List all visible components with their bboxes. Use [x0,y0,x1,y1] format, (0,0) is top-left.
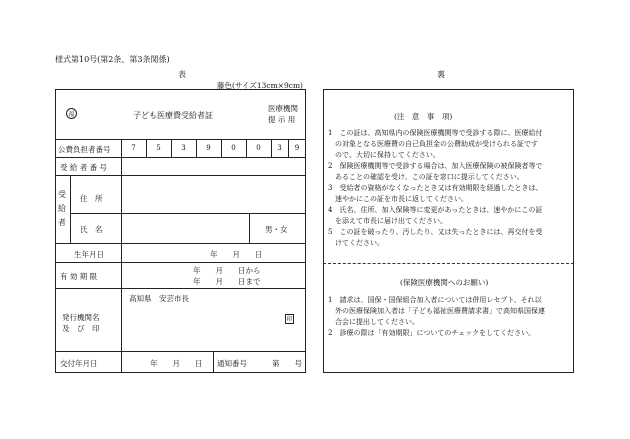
institution-label-2: 提 示 用 [268,115,296,124]
note-line: 1 この証は、高知県内の保険医療機関等で受診する際に、医療給付 [328,129,543,137]
request-line: 外の医療保険加入者は「子ども福祉医療費請求書」で高知県国保連 [328,307,545,315]
issue-date: 年 月 日 [150,359,203,368]
request-line: 1 請求は、国保・国保組合加入者については併用レセプト、それ以 [328,296,542,304]
address-label: 住 所 [80,194,103,203]
recipient-group-label: 受給者 [58,190,66,227]
note-line: の対象となる医療費の自己負担金の公費助成が受けられる証です [328,140,538,148]
issuer-label-2: 及 び 印 [62,324,100,333]
notes-title: (注 意 事 項) [394,112,453,121]
payer-digit: 0 [256,144,261,152]
note-line: ので、大切に保持してください。 [328,151,440,159]
payer-digit: 7 [131,144,136,152]
payer-digit: 9 [206,144,211,152]
name-label: 氏 名 [80,225,103,234]
payer-number-label: 公費負担者番号 [58,145,111,154]
request-line: 合会に提出してください。 [328,318,419,326]
note-line: あることの確認を受け、この証を窓口に提示してください。 [328,173,524,181]
validity-to: 年 月 日まで [193,277,261,286]
notice-number: 第 号 [272,359,302,368]
front-label: 表 [178,70,186,79]
payer-digit: 3 [277,144,282,152]
notice-number-label: 通知番号 [217,359,247,368]
back-label: 裏 [437,70,445,79]
note-line: を添えて市長に届け出てください。 [328,217,447,225]
gender-field: 男・女 [265,225,288,234]
issue-date-label: 交付年月日 [60,359,98,368]
payer-digit: 3 [181,144,186,152]
issuer-name: 高知県 安芸市長 [129,294,189,303]
note-line: 速やかにこの証を市長に返してください。 [328,195,468,203]
validity-label: 有 効 期 限 [60,272,98,281]
form-number: 様式第10号(第2条、第3条関係) [55,55,170,64]
welfare-mark-icon: 福 [66,108,77,119]
note-line: 4 氏名、住所、加入保険等に変更があったときは、速やかにこの証 [328,206,543,214]
note-line: 5 この証を破ったり、汚したり、又は失ったときには、再交付を受 [328,228,543,236]
birth-label: 生年月日 [74,250,104,259]
note-line: 2 保険医療機関等で受診する場合は、加入医療保険の被保険者等で [328,162,543,170]
validity-from: 年 月 日から [193,266,261,275]
note-line: けてください。 [328,239,384,247]
color-size-note: 藤色(サイズ13cm×9cm) [217,81,303,90]
seal-mark: 印 [286,316,293,323]
request-line: 2 診療の際は「有効期限」についてのチェックをしてください。 [328,329,536,337]
birth-date: 年 月 日 [210,250,263,259]
dashed-divider [323,263,574,264]
note-line: 3 受給者の資格がなくなったとき又は有効期限を経過したときは、 [328,184,543,192]
payer-digit: 9 [294,144,300,152]
card-title: 子ども医療費受給者証 [133,111,213,120]
payer-digit: 0 [231,144,236,152]
institution-label-1: 医療機関 [268,104,298,113]
issuer-label-1: 発行機関名 [62,313,100,322]
request-title: (保険医療機関へのお願い) [400,278,489,287]
payer-digit: 5 [156,144,161,152]
recipient-number-label: 受 給 者 番 号 [60,163,108,172]
